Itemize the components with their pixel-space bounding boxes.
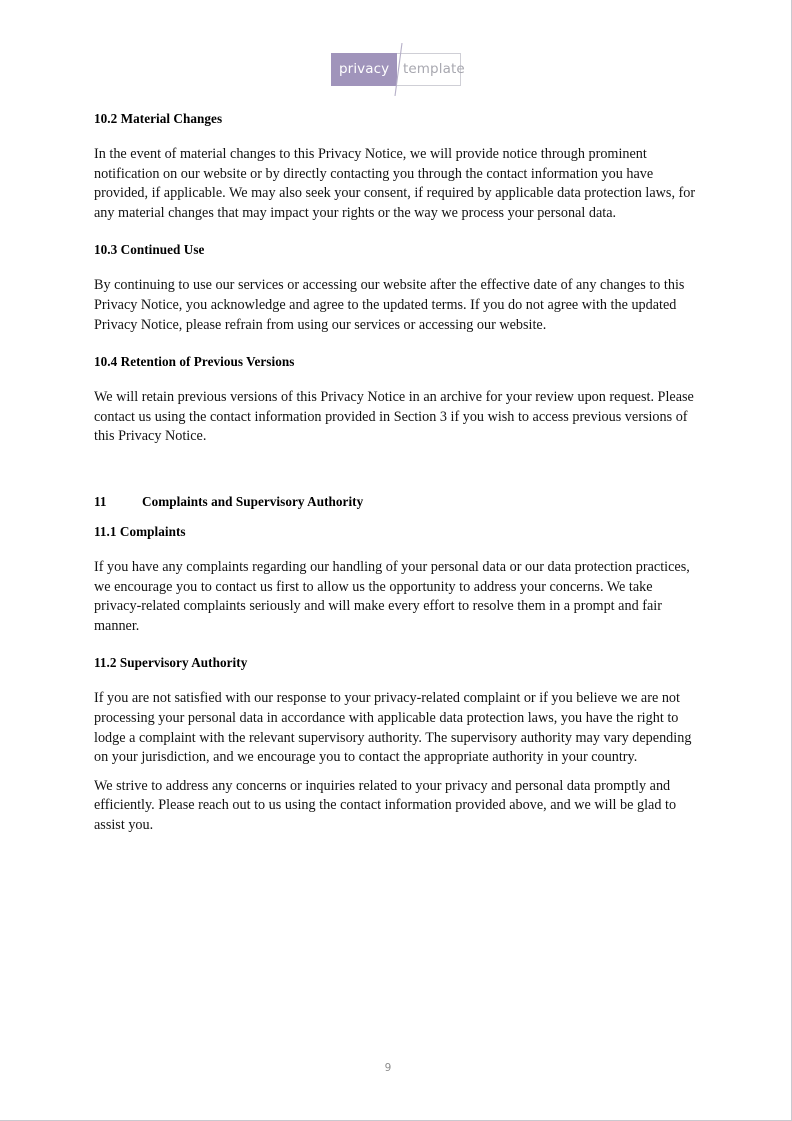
heading-10-3: 10.3 Continued Use xyxy=(94,242,205,258)
heading-11-2: 11.2 Supervisory Authority xyxy=(94,655,248,671)
privacy-template-logo xyxy=(331,53,465,86)
heading-10-2: 10.2 Material Changes xyxy=(94,111,223,126)
heading-11-1: 11.1 Complaints xyxy=(94,523,186,539)
paragraph-10-4: We will retain previous versions of this Privacy Notice in an archive for your review upon request. Please contact us using the contact information provided in Section 3 if you wish to access previous versions of this Privacy Notice. xyxy=(94,389,694,445)
heading-section-11 xyxy=(94,492,698,511)
page-number: 9 xyxy=(384,1062,392,1074)
heading-section-11-number: 11 xyxy=(94,493,107,509)
heading-section-11-title: Complaints and Supervisory Authority xyxy=(142,493,364,509)
document-content xyxy=(94,109,698,835)
heading-10-4: 10.4 Retention of Previous Versions xyxy=(94,354,295,370)
paragraph-closing: We strive to address any concerns or inquiries related to your privacy and personal data promptly and efficiently. Please reach out to us using the contact information provided above, and we will be glad to assist you. xyxy=(94,777,677,833)
paragraph-10-2: In the event of material changes to this Privacy Notice, we will provide notice through prominent notification on our website or by directly contacting you through the contact information you have provided, if applicable. We may also seek your consent, if required by applicable data protection laws, for any material changes that may impact your rights or the way we process your personal data. xyxy=(94,146,696,221)
logo-privacy-box xyxy=(331,53,397,86)
paragraph-11-1: If you have any complaints regarding our handling of your personal data or our data protection practices, we encourage you to contact us first to allow us the opportunity to address your concerns. We take privacy-related complaints seriously and will make every effort to resolve them in a prompt and fair manner. xyxy=(94,558,690,634)
page-footer xyxy=(0,1058,776,1088)
page-header xyxy=(0,0,776,104)
logo-privacy-label: privacy xyxy=(339,61,390,77)
paragraph-11-2: If you are not satisfied with our response to your privacy-related complaint or if you believe we are not processing your personal data in accordance with applicable data protection laws, you have the right to lodge a complaint with the relevant supervisory authority. The supervisory authority may vary depending on your jurisdiction, and we encourage you to contact the appropriate authority in your country. xyxy=(94,690,692,766)
logo-template-box xyxy=(397,53,465,86)
logo-template-label: template xyxy=(403,61,465,77)
paragraph-10-3: By continuing to use our services or accessing our website after the effective date of any changes to this Privacy Notice, you acknowledge and agree to the updated terms. If you do not agree with the updated Privacy Notice, please refrain from using our services or accessing our website. xyxy=(94,277,685,333)
